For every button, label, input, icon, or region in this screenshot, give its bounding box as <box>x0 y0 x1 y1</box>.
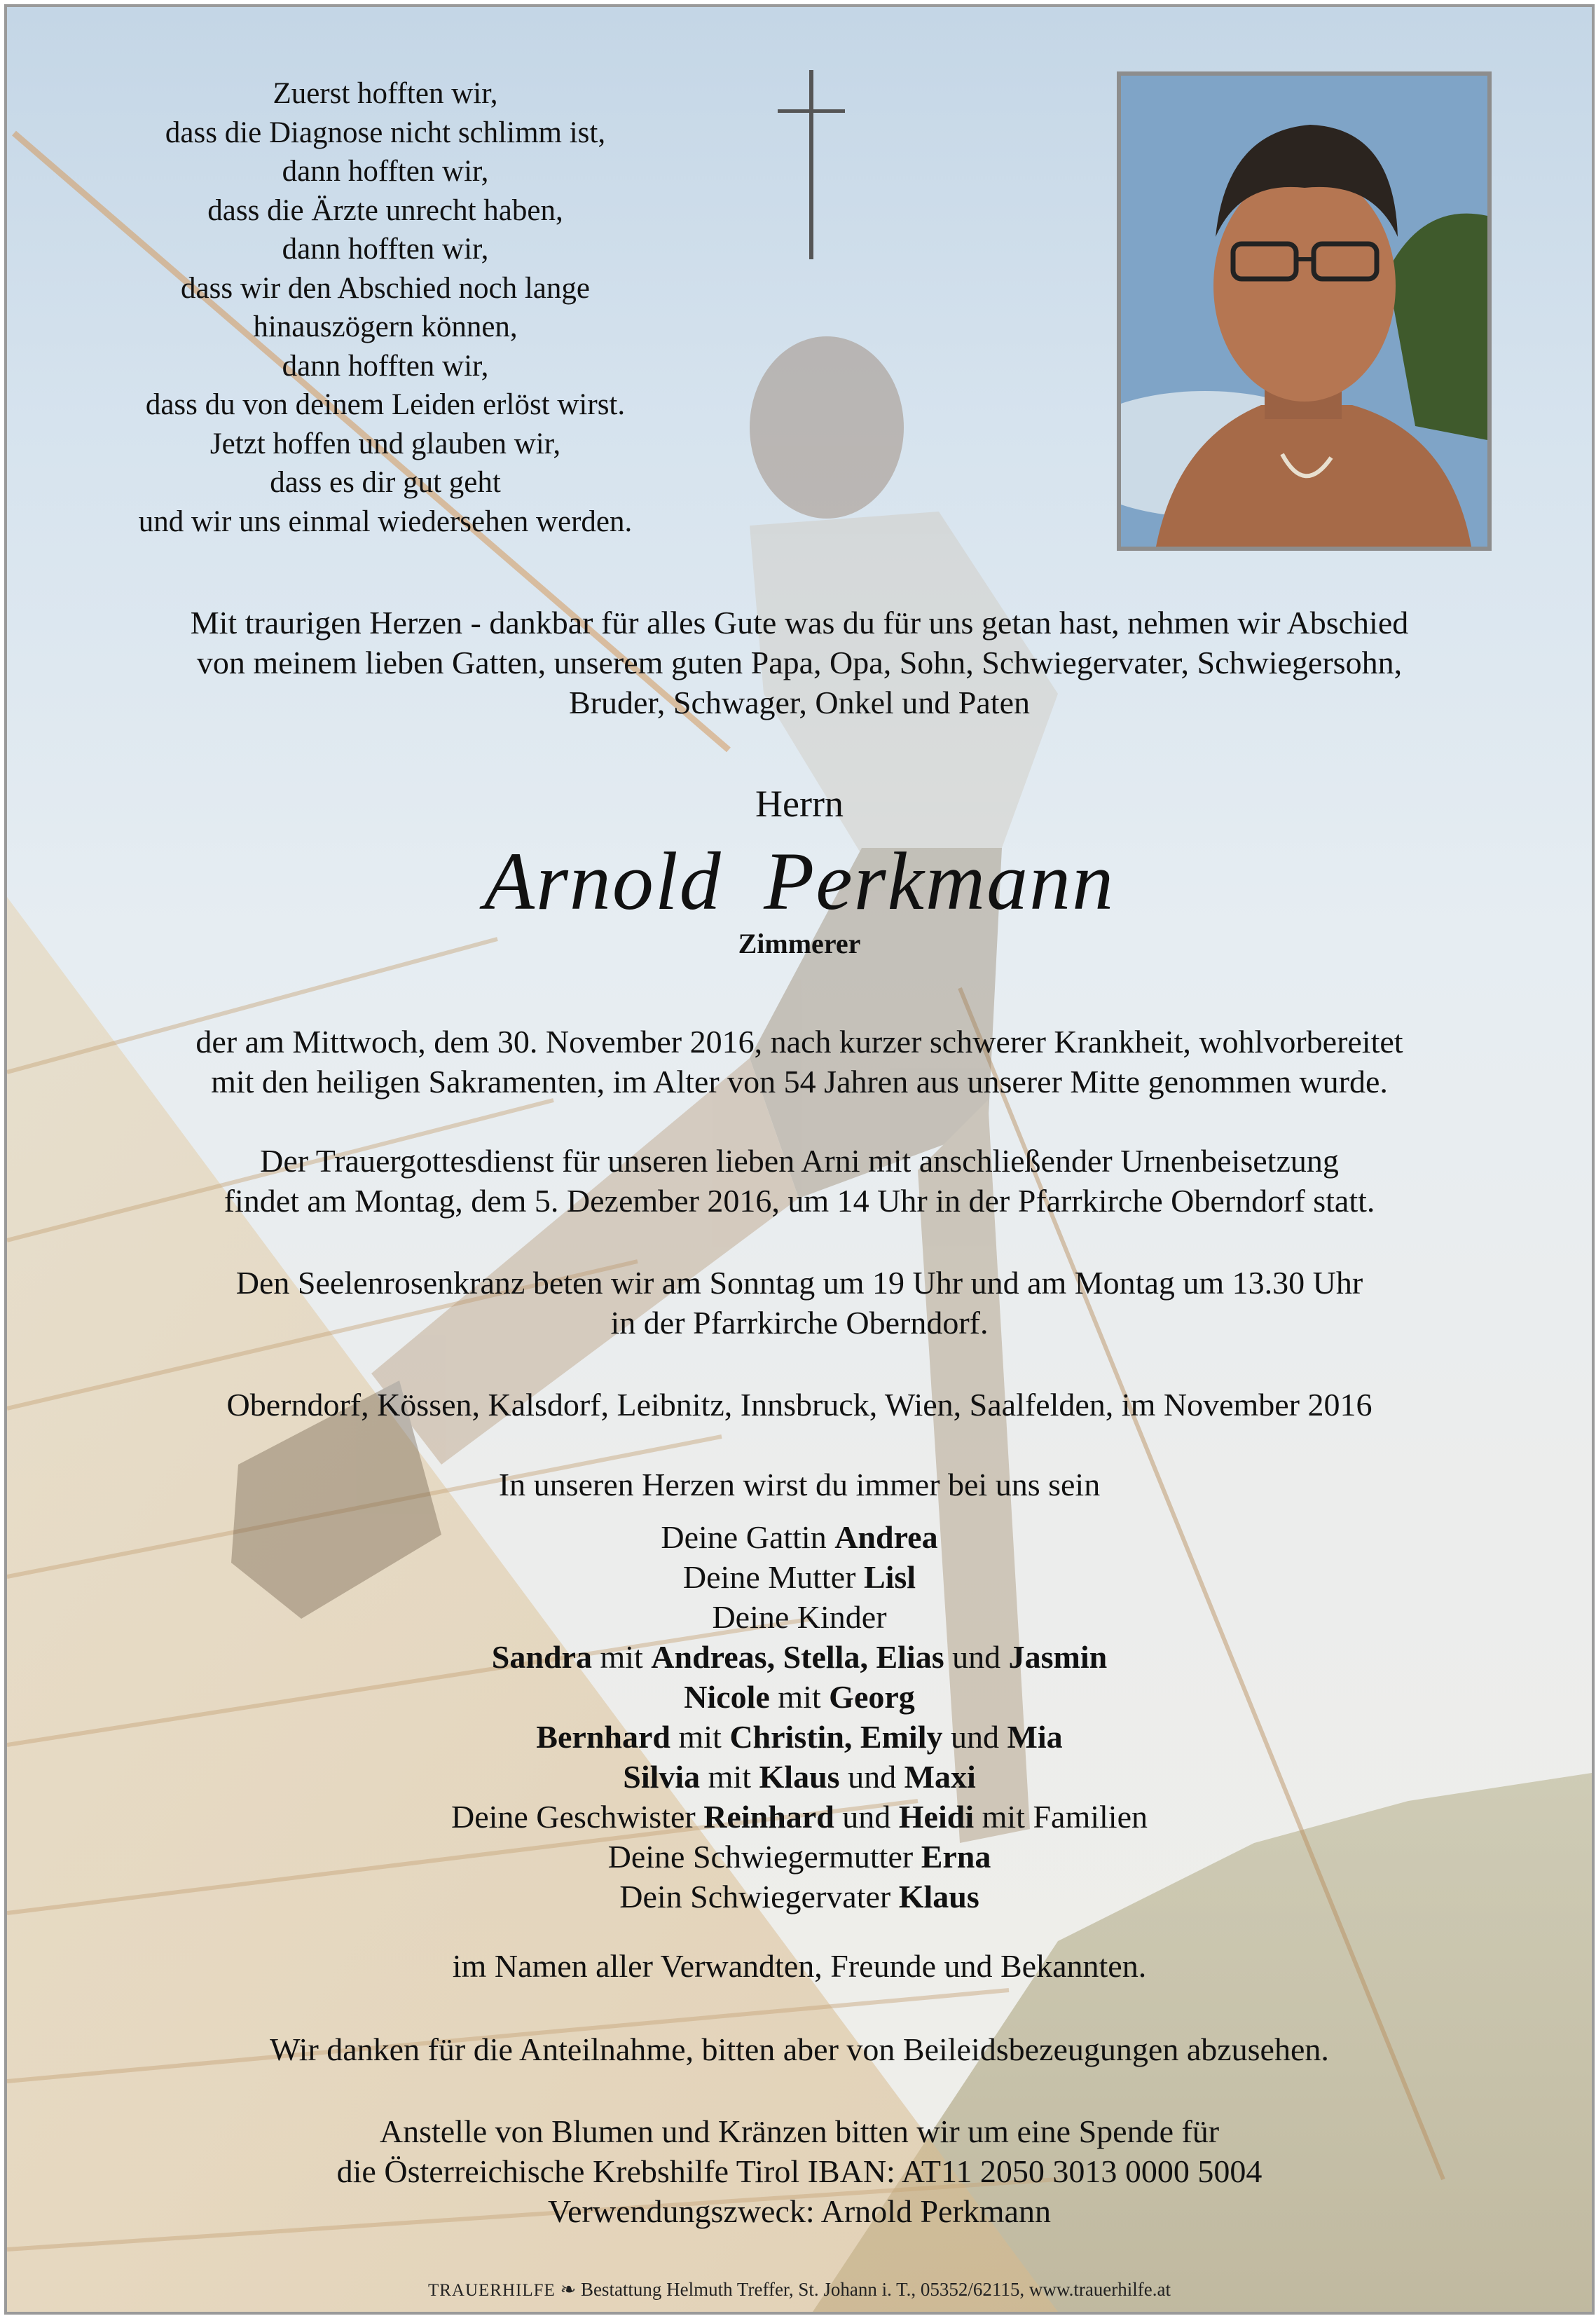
family-name: Klaus <box>898 1879 979 1914</box>
death-notice-line: der am Mittwoch, dem 30. November 2016, nach kurzer schwerer Krankheit, wohlvorbereitet <box>195 1024 1403 1060</box>
family-name: Reinhard <box>703 1799 834 1835</box>
family-text: mit Familien <box>974 1799 1148 1835</box>
family-member-line <box>7 1717 1592 1757</box>
intro-line: Bruder, Schwager, Onkel und Paten <box>568 685 1031 720</box>
family-member-line <box>7 1597 1592 1637</box>
rosary-line: Den Seelenrosenkranz beten wir am Sonntag um 19 Uhr und am Montag um 13.30 Uhr <box>235 1265 1363 1301</box>
portrait-photo <box>1117 71 1492 551</box>
cross-icon <box>778 70 845 259</box>
family-member-line <box>7 1557 1592 1597</box>
salutation: Herrn <box>755 783 844 825</box>
service-info <box>7 1141 1592 1221</box>
family-name: Nicole <box>684 1679 770 1715</box>
family-text: und <box>834 1799 899 1835</box>
poem-line: Jetzt hoffen und glauben wir, <box>209 427 561 460</box>
poem-line: dass wir den Abschied noch lange <box>181 271 590 305</box>
family-member-line <box>7 1517 1592 1557</box>
intro-paragraph <box>7 603 1592 722</box>
family-text: Dein Schwiegervater <box>619 1879 899 1914</box>
family-name: Georg <box>829 1679 915 1715</box>
donation-line: die Österreichische Krebshilfe Tirol IBAN: AT11 2050 3013 0000 5004 <box>336 2153 1263 2189</box>
footer-brand: TRAUERHILFE <box>427 2281 556 2300</box>
poem-line: dass die Diagnose nicht schlimm ist, <box>165 116 606 149</box>
poem-line: dann hofften wir, <box>282 349 489 383</box>
poem-line: dass es dir gut geht <box>270 466 501 499</box>
intro-line: Mit traurigen Herzen - dankbar für alles Gute was du für uns getan hast, nehmen wir Abschied <box>190 605 1409 640</box>
rosary-info <box>7 1263 1592 1343</box>
poem-line: Zuerst hofften wir, <box>273 77 498 110</box>
death-notice-line: mit den heiligen Sakramenten, im Alter von 54 Jahren aus unserer Mitte genommen wurde. <box>211 1064 1388 1099</box>
family-text: und <box>839 1759 904 1795</box>
family-text: Deine Mutter <box>682 1559 864 1595</box>
occupation: Zimmerer <box>738 928 861 959</box>
intro-line: von meinem lieben Gatten, unserem guten Papa, Opa, Sohn, Schwiegervater, Schwiegersohn, <box>196 645 1403 680</box>
family-text: und <box>944 1639 1009 1675</box>
footer <box>7 2277 1592 2303</box>
donation-line: Verwendungszweck: Arnold Perkmann <box>548 2193 1051 2229</box>
poem-line: dann hofften wir, <box>282 155 489 188</box>
obituary-card <box>4 4 1595 2315</box>
hearts-line: In unseren Herzen wirst du immer bei uns sein <box>498 1467 1101 1502</box>
family-name: Klaus <box>759 1759 840 1795</box>
family-member-line <box>7 1837 1592 1877</box>
family-name: Mia <box>1007 1719 1063 1755</box>
family-text: Deine Kinder <box>712 1599 887 1635</box>
family-text: und <box>942 1719 1007 1755</box>
poem-line: hinauszögern können, <box>253 310 518 343</box>
poem-line: und wir uns einmal wiedersehen werden. <box>138 505 633 538</box>
family-text: mit <box>591 1639 652 1675</box>
family-text: mit <box>670 1719 730 1755</box>
family-name: Andrea <box>834 1519 938 1555</box>
death-notice <box>7 1022 1592 1102</box>
donation-info <box>7 2111 1592 2231</box>
family-list <box>7 1517 1592 1917</box>
family-name: Bernhard <box>536 1719 670 1755</box>
family-name: Sandra <box>491 1639 592 1675</box>
family-member-line <box>7 1637 1592 1677</box>
poem-line: dann hofften wir, <box>282 233 489 266</box>
family-text: mit <box>769 1679 830 1715</box>
service-line: Der Trauergottesdienst für unseren lieben Arni mit anschließender Urnenbeisetzung <box>260 1143 1339 1179</box>
family-member-line <box>7 1877 1592 1917</box>
thanks-line: Wir danken für die Anteilnahme, bitten aber von Beileidsbezeugungen abzusehen. <box>270 2031 1329 2067</box>
family-member-line <box>7 1757 1592 1797</box>
family-name: Heidi <box>898 1799 975 1835</box>
rosary-line: in der Pfarrkirche Oberndorf. <box>610 1305 989 1341</box>
bird-icon: ❧ <box>560 2279 577 2300</box>
poem <box>63 74 708 541</box>
footer-text: Bestattung Helmuth Treffer, St. Johann i. T., 05352/62115, www.trauerhilfe.at <box>580 2279 1171 2300</box>
family-name: Maxi <box>904 1759 976 1795</box>
family-member-line <box>7 1797 1592 1837</box>
family-member-line <box>7 1677 1592 1717</box>
poem-line: dass die Ärzte unrecht haben, <box>207 193 563 227</box>
family-text: Deine Gattin <box>661 1519 835 1555</box>
service-line: findet am Montag, dem 5. Dezember 2016, um 14 Uhr in der Pfarrkirche Oberndorf statt. <box>223 1183 1375 1219</box>
family-name: Lisl <box>863 1559 916 1595</box>
family-name: Jasmin <box>1008 1639 1108 1675</box>
family-text: Deine Schwiegermutter <box>607 1839 921 1875</box>
family-name: Andreas, Stella, Elias <box>651 1639 944 1675</box>
family-name: Christin, Emily <box>729 1719 943 1755</box>
family-text: Deine Geschwister <box>450 1799 704 1835</box>
family-name: Silvia <box>623 1759 701 1795</box>
deceased-name: Arnold Perkmann <box>483 835 1115 927</box>
family-text: mit <box>700 1759 759 1795</box>
poem-line: dass du von deinem Leiden erlöst wirst. <box>145 388 626 421</box>
donation-line: Anstelle von Blumen und Kränzen bitten wir um eine Spende für <box>379 2113 1220 2149</box>
family-name: Erna <box>921 1839 991 1875</box>
relatives-line: im Namen aller Verwandten, Freunde und Bekannten. <box>452 1948 1147 1984</box>
places-date: Oberndorf, Kössen, Kalsdorf, Leibnitz, Innsbruck, Wien, Saalfelden, im November 2016 <box>226 1387 1373 1423</box>
